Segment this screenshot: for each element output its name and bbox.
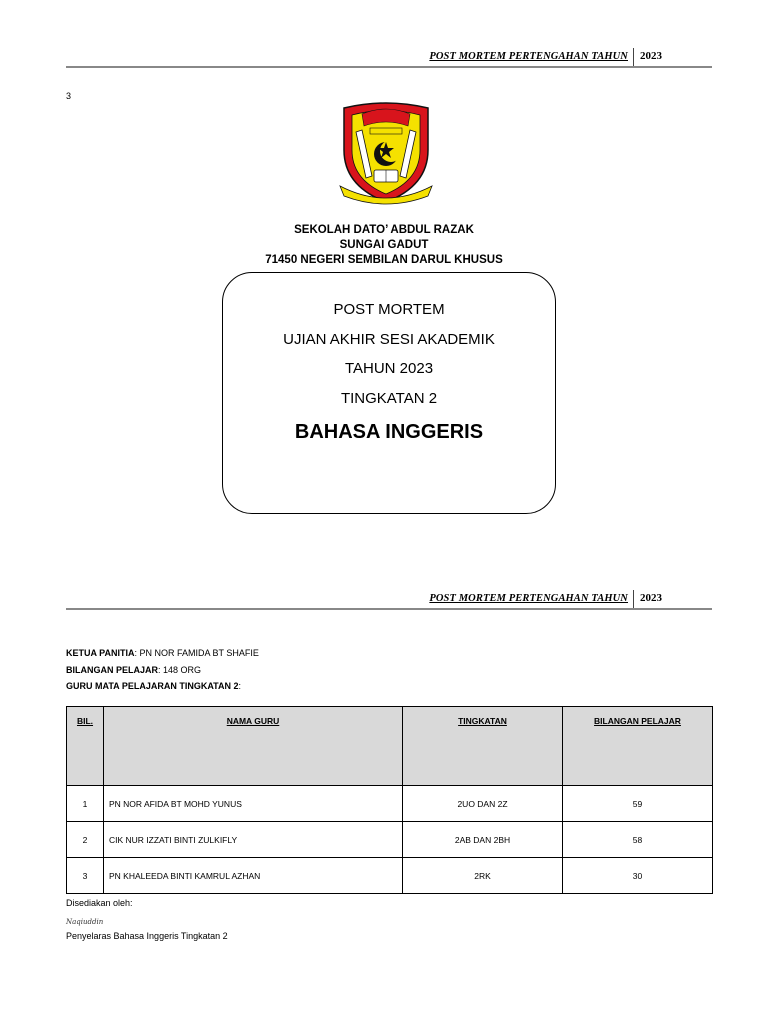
guru-value: : [238, 681, 242, 691]
info-bilangan [66, 665, 201, 675]
row-bilangan: 58 [563, 822, 713, 858]
info-guru [66, 681, 241, 691]
row-tingkatan: 2UO DAN 2Z [403, 786, 563, 822]
cover-line-exam: UJIAN AKHIR SESI AKADEMIK [283, 331, 495, 348]
running-header [66, 42, 712, 68]
row-nama: PN KHALEEDA BINTI KAMRUL AZHAN [104, 858, 403, 894]
header-title: POST MORTEM PERTENGAHAN TAHUN [429, 51, 628, 62]
header-divider [633, 48, 634, 66]
signature: Naqiuddin [66, 918, 104, 926]
col-bil: BIL. [67, 707, 104, 786]
row-bil: 1 [67, 786, 104, 822]
teacher-table [66, 706, 713, 894]
bilangan-value: : 148 ORG [158, 665, 202, 675]
school-name: SEKOLAH DATO’ ABDUL RAZAK [294, 224, 474, 236]
prepared-by-role: Penyelaras Bahasa Inggeris Tingkatan 2 [66, 931, 228, 941]
school-town: SUNGAI GADUT [339, 239, 429, 251]
table-header-row [67, 707, 713, 786]
prepared-by-label: Disediakan oleh: [66, 898, 133, 908]
row-nama: PN NOR AFIDA BT MOHD YUNUS [104, 786, 403, 822]
school-crest-icon [336, 100, 436, 206]
table-row [67, 822, 713, 858]
info-ketua [66, 648, 259, 658]
running-header-2 [66, 584, 712, 610]
page-number: 3 [66, 91, 72, 101]
col-tingkatan: TINGKATAN [403, 707, 563, 786]
col-bilangan-pelajar: BILANGAN PELAJAR [563, 707, 713, 786]
row-tingkatan: 2RK [403, 858, 563, 894]
cover-subject: BAHASA INGGERIS [294, 421, 484, 443]
cover-line-form: TINGKATAN 2 [340, 390, 438, 407]
header-year: 2023 [640, 50, 662, 62]
row-tingkatan: 2AB DAN 2BH [403, 822, 563, 858]
col-nama-guru: NAMA GURU [104, 707, 403, 786]
row-bilangan: 59 [563, 786, 713, 822]
row-bil: 3 [67, 858, 104, 894]
bilangan-label: BILANGAN PELAJAR [66, 665, 159, 675]
table-row [67, 858, 713, 894]
cover-line-post-mortem: POST MORTEM [333, 301, 445, 318]
cover-line-year: TAHUN 2023 [344, 360, 434, 377]
header-title-2: POST MORTEM PERTENGAHAN TAHUN [429, 593, 628, 604]
header-year-2: 2023 [640, 592, 662, 604]
row-bilangan: 30 [563, 858, 713, 894]
guru-label: GURU MATA PELAJARAN TINGKATAN 2 [66, 681, 239, 691]
header-divider-2 [633, 590, 634, 608]
cover-box [222, 272, 556, 514]
row-nama: CIK NUR IZZATI BINTI ZULKIFLY [104, 822, 403, 858]
table-row [67, 786, 713, 822]
ketua-value: : PN NOR FAMIDA BT SHAFIE [134, 648, 259, 658]
row-bil: 2 [67, 822, 104, 858]
school-address: 71450 NEGERI SEMBILAN DARUL KHUSUS [265, 254, 503, 266]
ketua-label: KETUA PANITIA [66, 648, 135, 658]
